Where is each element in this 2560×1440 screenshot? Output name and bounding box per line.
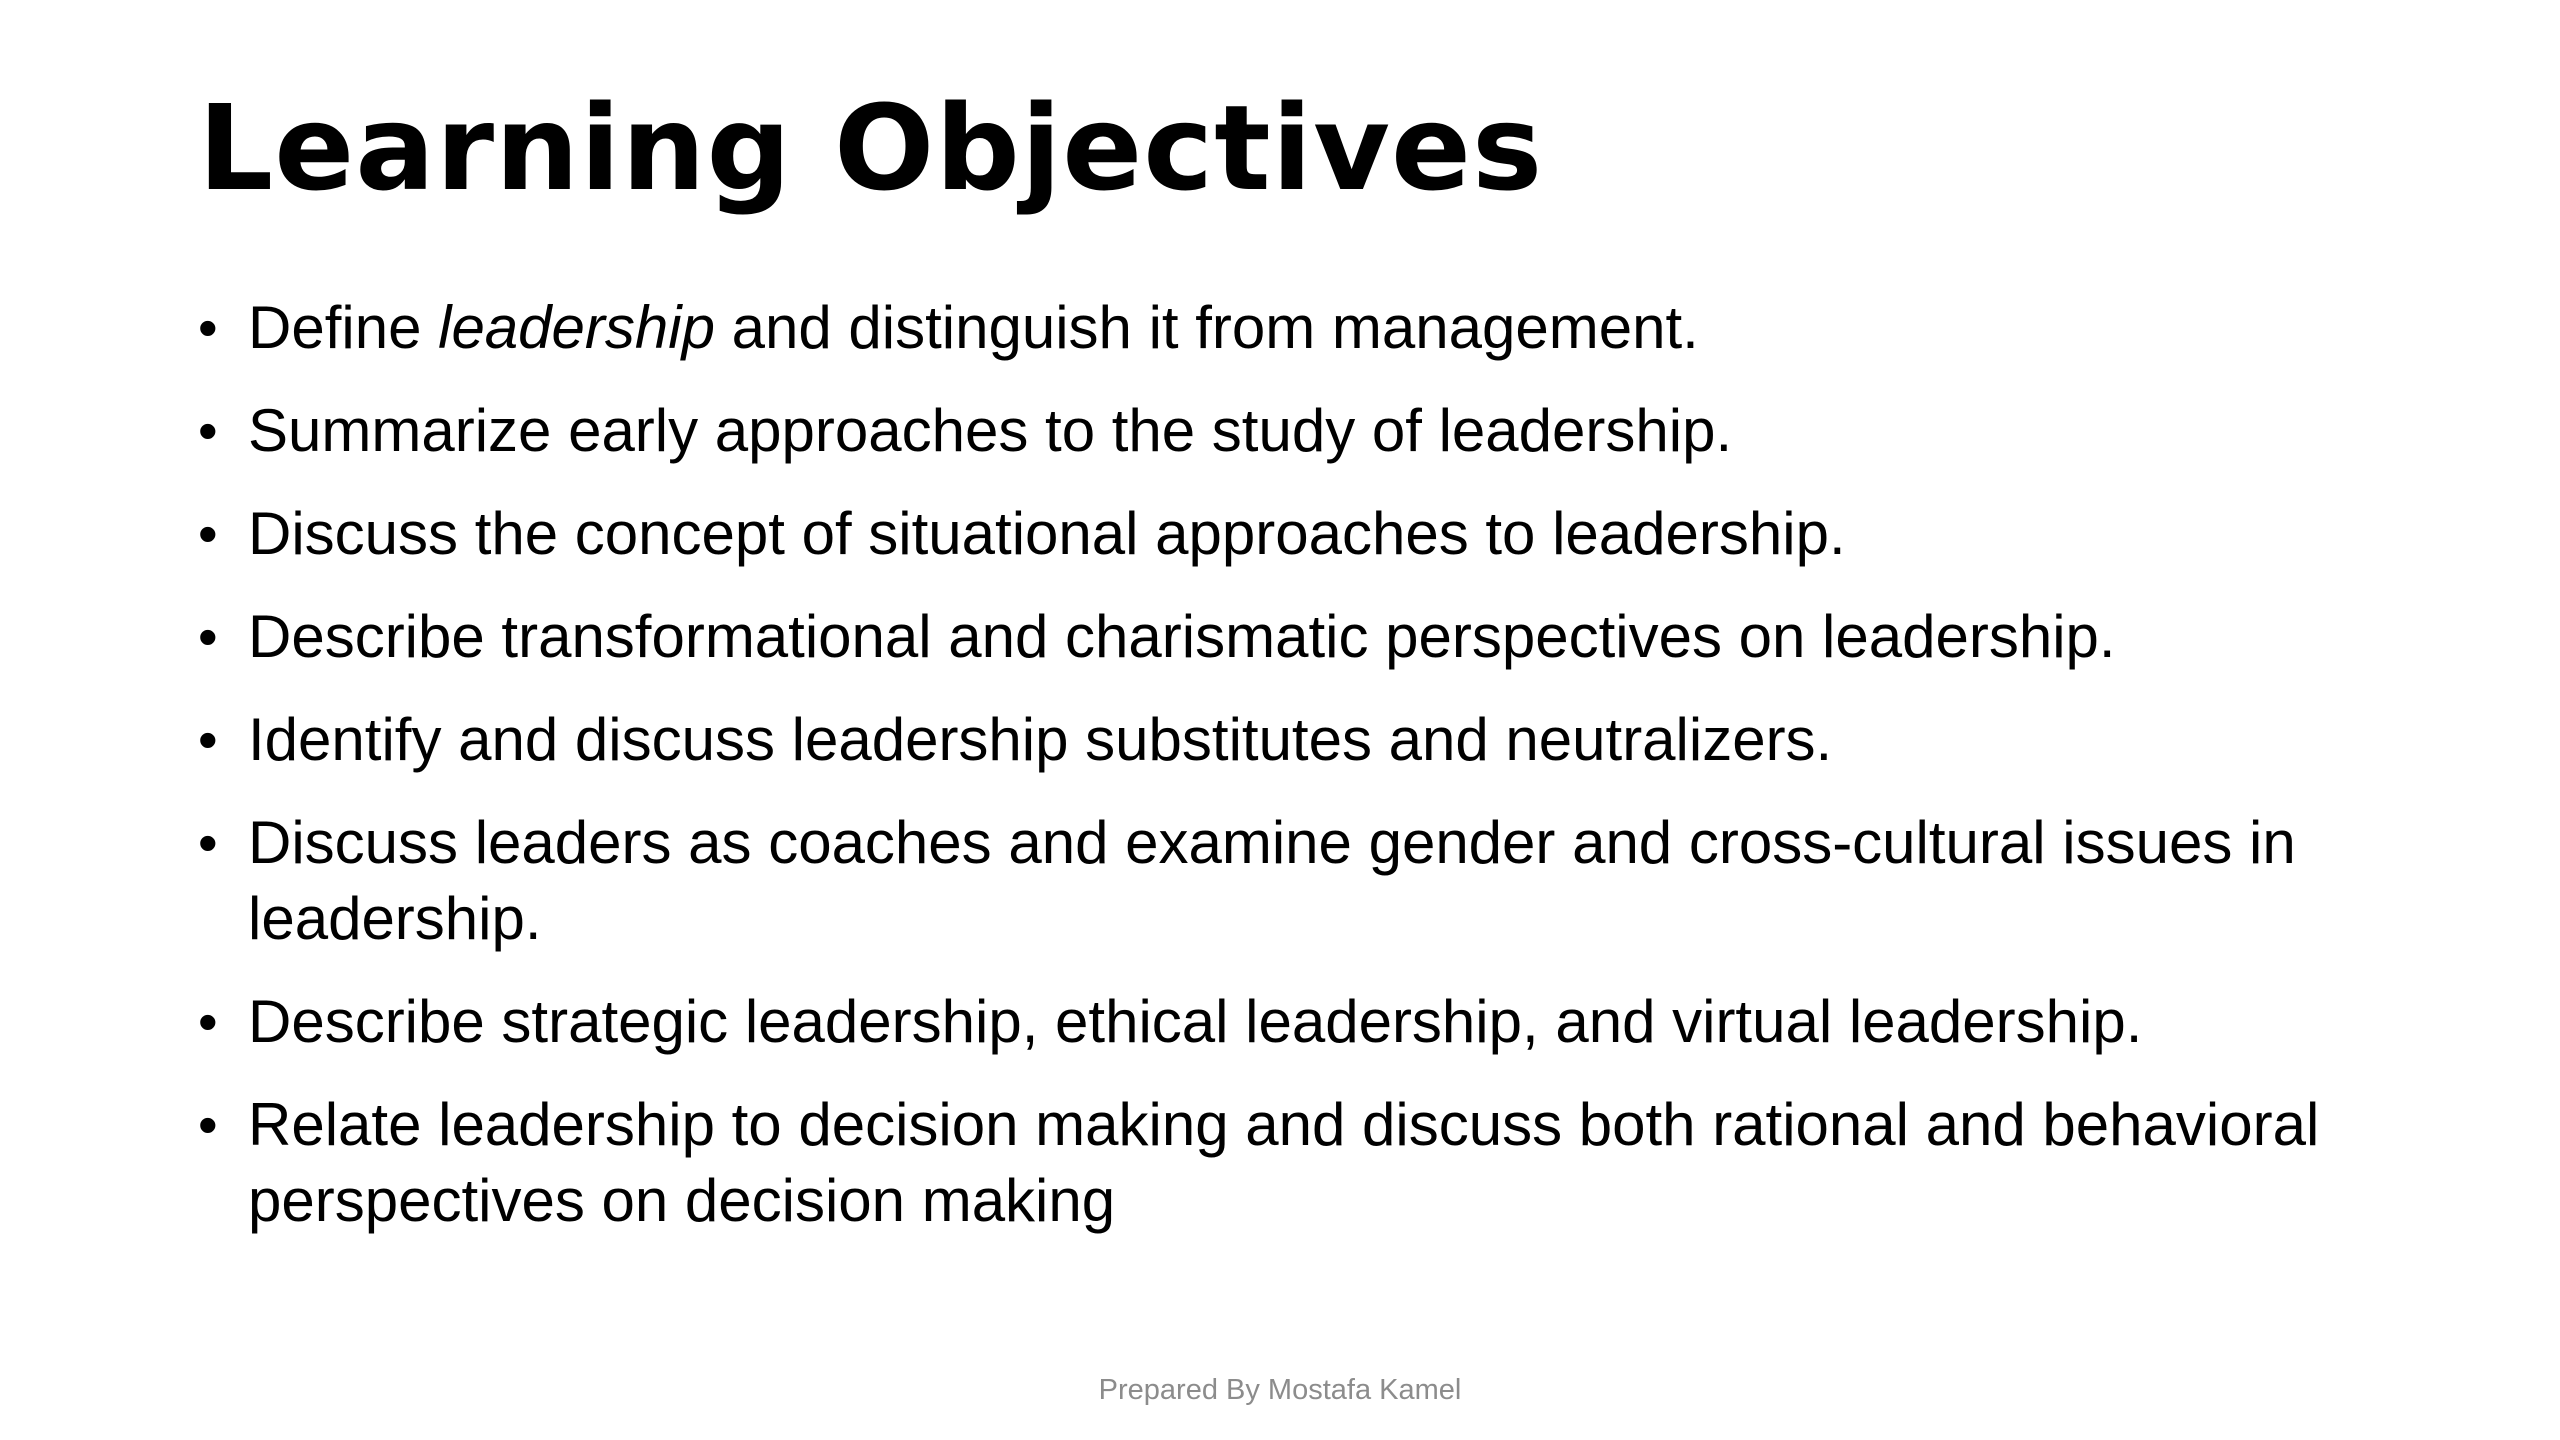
footer-credit: Prepared By Mostafa Kamel xyxy=(1098,1374,1462,1406)
bullet-icon: • xyxy=(198,296,218,359)
bullet-icon: • xyxy=(198,605,218,668)
list-item xyxy=(198,805,2398,957)
objective-text: Summarize early approaches to the study of leadership. xyxy=(248,397,1733,464)
bullet-icon: • xyxy=(198,708,218,771)
bullet-icon: • xyxy=(198,1093,218,1156)
list-item xyxy=(198,1087,2398,1239)
slide-title: Learning Objectives xyxy=(198,79,1544,217)
objective-text: Discuss leaders as coaches and examine gender and cross-cultural issues in leadership. xyxy=(248,809,2296,952)
bullet-icon: • xyxy=(198,399,218,462)
objective-text: Discuss the concept of situational approaches to leadership. xyxy=(248,500,1846,567)
list-item xyxy=(198,702,2398,778)
bullet-icon: • xyxy=(198,811,218,874)
objective-emphasis: leadership xyxy=(438,294,715,361)
list-item xyxy=(198,393,2398,469)
bullet-icon: • xyxy=(198,990,218,1053)
list-item xyxy=(198,290,2398,366)
objective-text: Describe strategic leadership, ethical leadership, and virtual leadership. xyxy=(248,988,2143,1055)
list-item xyxy=(198,496,2398,572)
list-item xyxy=(198,599,2398,675)
objective-text: Define xyxy=(248,294,439,361)
objective-text-after: and distinguish it from management. xyxy=(714,294,1699,361)
objectives-list xyxy=(198,290,2398,1266)
bullet-icon: • xyxy=(198,502,218,565)
list-item xyxy=(198,984,2398,1060)
objective-text: Relate leadership to decision making and discuss both rational and behavioral perspectives on decision making xyxy=(248,1091,2320,1234)
objective-text: Describe transformational and charismatic perspectives on leadership. xyxy=(248,603,2116,670)
objective-text: Identify and discuss leadership substitutes and neutralizers. xyxy=(248,706,1833,773)
